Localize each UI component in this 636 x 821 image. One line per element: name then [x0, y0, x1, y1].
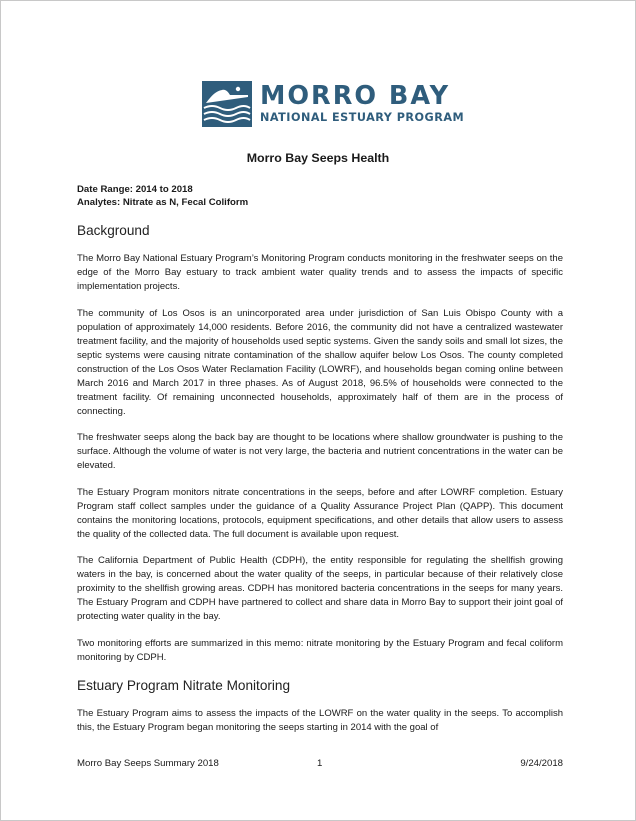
estuary-program-logo — [202, 81, 464, 127]
paragraph: The Estuary Program aims to assess the impacts of the LOWRF on the water quality in the seeps. To accomplish this, the Estuary Program began monitoring the seeps starting in 2014 with the goal of — [77, 708, 563, 733]
morro-rock-logo-icon — [202, 81, 252, 127]
footer-page-number: 1 — [317, 758, 323, 769]
logo-name: MORRO BAY — [260, 81, 451, 111]
document-title: Morro Bay Seeps Health — [246, 151, 390, 165]
section-heading-nitrate-monitoring: Estuary Program Nitrate Monitoring — [77, 678, 291, 693]
logo-subtitle: NATIONAL ESTUARY PROGRAM — [260, 111, 465, 124]
footer-document-name: Morro Bay Seeps Summary 2018 — [77, 758, 219, 769]
date-range: Date Range: 2014 to 2018 — [77, 184, 193, 195]
paragraph: The community of Los Osos is an unincorporated area under jurisdiction of San Luis Obispo County with a population of approximately 14,000 residents. Before 2016, the community did not have a centralized wastewater treatment facility, and the majority of households used septic systems. Given the sandy soils and small lot sizes, the septic systems were causing nitrate contamination of the shallow aquifer below Los Osos. The county completed construction of the Los Osos Water Reclamation Facility (LOWRF), and households began coming online between March 2016 and March 2017 in three phases. As of August 2018, 96.5% of households were connected to the treatment facility. Of remaining unconnected households, approximately half of them are in the process of connecting. — [77, 307, 563, 417]
logo-text — [260, 83, 464, 125]
document-body — [77, 222, 563, 748]
document-meta — [77, 183, 248, 209]
paragraph: The Estuary Program monitors nitrate concentrations in the seeps, before and after LOWRF completion. Estuary Program staff collect samples under the guidance of a Quality Assurance Project Plan (QAPP). This document contains the monitoring locations, protocols, equipment specifications, and other details that allow users to assess the quality of the collected data. The full document is available upon request. — [77, 486, 563, 540]
paragraph: Two monitoring efforts are summarized in this memo: nitrate monitoring by the Estuary Program and fecal coliform monitoring by CDPH. — [77, 637, 563, 663]
analytes: Analytes: Nitrate as N, Fecal Coliform — [77, 197, 249, 208]
paragraph: The California Department of Public Health (CDPH), the entity responsible for regulating the shellfish growing waters in the bay, is concerned about the water quality of the seeps, in particular because of their relatively close proximity to the shellfish growing areas. CDPH has monitored bacteria concentrations in the seeps for many years. The Estuary Program and CDPH have partnered to collect and share data in Morro Bay to support their joint goal of protecting water quality in the bay. — [77, 555, 563, 622]
footer-date: 9/24/2018 — [520, 758, 563, 769]
paragraph: The Morro Bay National Estuary Program’s Monitoring Program conducts monitoring in the freshwater seeps on the edge of the Morro Bay estuary to track ambient water quality trends and to assess the impacts of specific implementation projects. — [77, 253, 563, 292]
section-heading-background: Background — [77, 223, 150, 238]
paragraph: The freshwater seeps along the back bay are thought to be locations where shallow groundwater is pushing to the surface. Although the volume of water is not very large, the bacteria and nutrient concentrations in the water can be elevated. — [77, 432, 563, 471]
